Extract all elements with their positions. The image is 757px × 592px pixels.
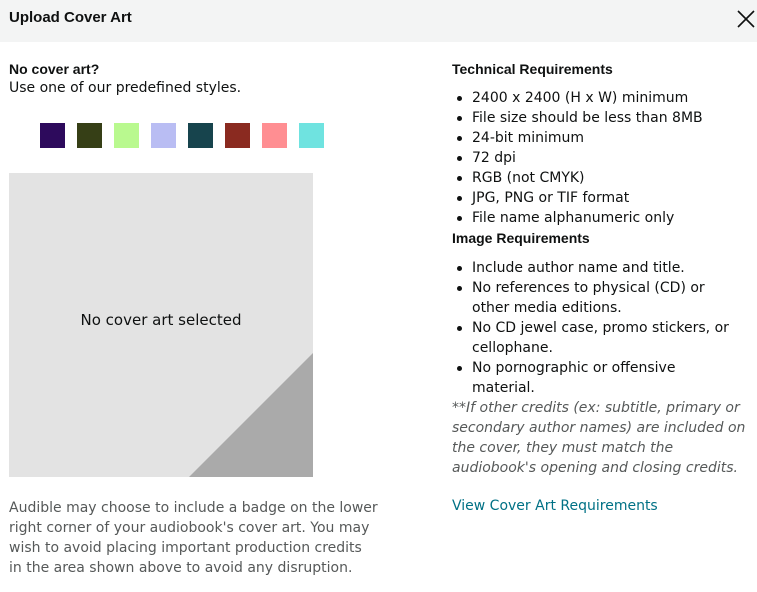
list-item: 24-bit minimum: [452, 128, 752, 148]
list-item: File name alphanumeric only: [452, 208, 752, 228]
badge-note: Audible may choose to include a badge on the lower right corner of your audiobook's cover art. You may wish to avoid placing important production credits in the area shown above to avoid any disruption.: [9, 500, 378, 576]
list-item: No pornographic or offensive material.: [452, 358, 732, 398]
image-requirements-list: [452, 258, 732, 398]
image-requirements-heading: Image Requirements: [452, 230, 590, 246]
style-swatch-8[interactable]: [299, 123, 324, 148]
list-item: Include author name and title.: [452, 258, 732, 278]
list-item: 72 dpi: [452, 148, 752, 168]
predefined-styles-text: Use one of our predefined styles.: [9, 80, 242, 96]
credits-footnote: **If other credits (ex: subtitle, primary or secondary author names) are included on the cover, they must match the audiobook's opening and closing credits.: [452, 400, 746, 476]
style-swatch-5[interactable]: [188, 123, 213, 148]
style-swatch-6[interactable]: [225, 123, 250, 148]
list-item: 2400 x 2400 (H x W) minimum: [452, 88, 752, 108]
style-swatches: [40, 123, 324, 148]
modal-header: [0, 0, 757, 42]
style-swatch-7[interactable]: [262, 123, 287, 148]
no-cover-art-heading: No cover art?: [9, 61, 100, 77]
style-swatch-2[interactable]: [77, 123, 102, 148]
cover-art-preview: [9, 173, 313, 477]
style-swatch-4[interactable]: [151, 123, 176, 148]
modal-title: Upload Cover Art: [9, 9, 132, 26]
list-item: JPG, PNG or TIF format: [452, 188, 752, 208]
list-item: RGB (not CMYK): [452, 168, 752, 188]
technical-requirements-heading: Technical Requirements: [452, 61, 613, 77]
list-item: File size should be less than 8MB: [452, 108, 752, 128]
preview-placeholder-text: No cover art selected: [80, 311, 242, 329]
close-button[interactable]: [735, 8, 757, 30]
close-icon: [735, 8, 757, 30]
style-swatch-1[interactable]: [40, 123, 65, 148]
style-swatch-3[interactable]: [114, 123, 139, 148]
list-item: No CD jewel case, promo stickers, or cellophane.: [452, 318, 732, 358]
view-cover-art-requirements-link[interactable]: View Cover Art Requirements: [452, 498, 658, 514]
technical-requirements-list: [452, 88, 752, 228]
list-item: No references to physical (CD) or other media editions.: [452, 278, 732, 318]
